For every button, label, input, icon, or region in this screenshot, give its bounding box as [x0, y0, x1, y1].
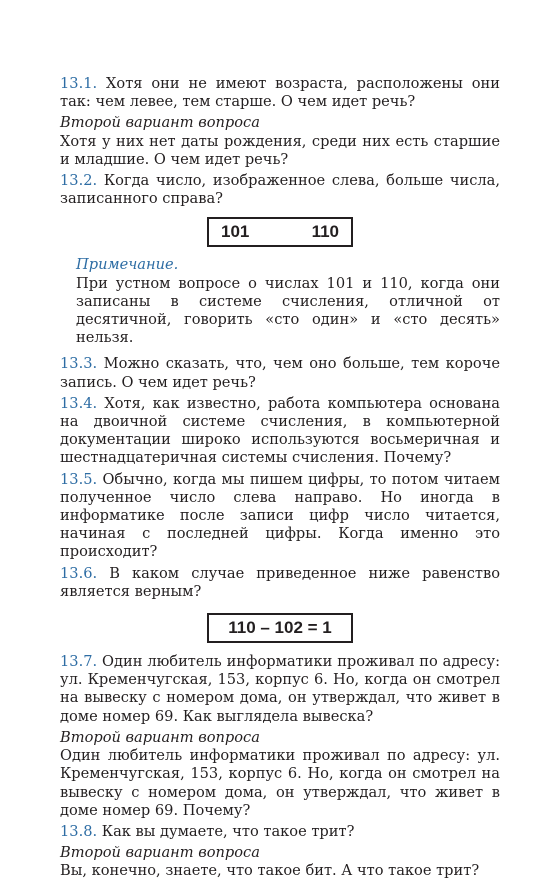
question-number: 13.3. [60, 355, 98, 373]
variant-label: Второй вариант вопроса [60, 114, 260, 132]
variant-text: Хотя у них нет даты рождения, среди них есть старшие и младшие. О чем идет речь? [60, 132, 500, 168]
question-13-3 [60, 355, 500, 391]
question-text: Один любитель информатики проживал по адресу: ул. Кременчугская, 153, корпус 6. Но, когда он смотрел на вывеску с номером дома, он утверждал, что живет в доме номер 69. Как выглядела вывеска? [60, 653, 500, 725]
question-number: 13.4. [60, 394, 98, 412]
question-text: Обычно, когда мы пишем цифры, то потом читаем полученное число слева направо. Но иногда в информатике после записи цифр число читается, начиная с последней цифры. Когда именно это происходит? [60, 470, 500, 561]
question-number: 13.2. [60, 172, 98, 190]
variant-label: Второй вариант вопроса [60, 844, 260, 862]
question-number: 13.5. [60, 470, 98, 488]
box-right-number: 110 [311, 222, 339, 242]
question-number: 13.7. [60, 653, 98, 671]
question-13-6 [60, 565, 500, 601]
page-content [60, 72, 500, 881]
box-left-number: 101 [221, 222, 250, 242]
question-13-7 [60, 653, 500, 726]
question-number: 13.1. [60, 75, 98, 92]
question-text: В каком случае приведенное ниже равенство является верным? [60, 564, 500, 600]
note-text: При устном вопросе о числах 101 и 110, когда они записаны в системе счисления, отличной от десятичной, говорить «сто один» и «сто десять» нельзя. [76, 274, 500, 347]
question-number: 13.8. [60, 822, 98, 840]
note-label: Примечание. [76, 256, 179, 274]
question-13-8 [60, 823, 500, 841]
equation-text: 110 – 102 = 1 [228, 617, 332, 637]
question-text: Хотя они не имеют возраста, расположены они так: чем левее, тем старше. О чем идет речь? [60, 75, 500, 111]
variant-text: Один любитель информатики проживал по адресу: ул. Кременчугская, 153, корпус 6. Но, когда он смотрел на вывеску с номером дома, он утверждал, что живет в доме номер 69. Почему? [60, 747, 500, 819]
question-text: Можно сказать, что, чем оно больше, тем короче запись. О чем идет речь? [60, 355, 500, 391]
question-13-2 [60, 172, 500, 208]
question-text: Когда число, изображенное слева, больше числа, записанного справа? [60, 172, 500, 208]
question-text: Хотя, как известно, работа компьютера основана на двоичной системе счисления, в компьютерной документации широко используются восьмеричная и шестнадцатеричная системы счисления. Почему? [60, 394, 501, 467]
question-number: 13.6. [60, 564, 98, 582]
variant-text: Вы, конечно, знаете, что такое бит. А что такое трит? [60, 862, 480, 880]
question-13-1 [60, 75, 500, 111]
numbers-box [207, 217, 353, 247]
question-text: Как вы думаете, что такое трит? [101, 822, 355, 840]
equation-box [207, 613, 353, 643]
variant-label: Второй вариант вопроса [60, 728, 260, 746]
question-13-4 [60, 395, 500, 468]
question-13-5 [60, 471, 500, 562]
